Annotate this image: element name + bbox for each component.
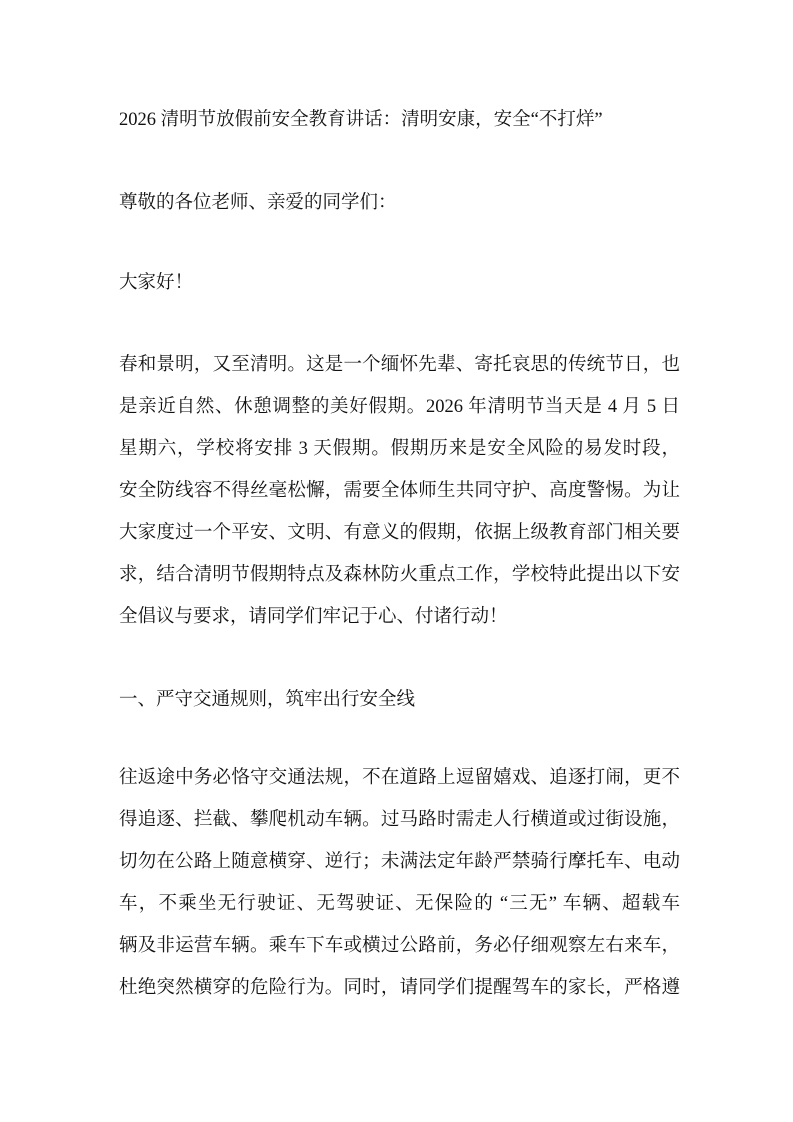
paragraph-line: 杜绝突然横穿的危险行为。同时，请同学们提醒驾车的家长，严格遵: [119, 978, 680, 998]
salutation: 尊敬的各位老师、亲爱的同学们：: [119, 193, 397, 213]
paragraph-line: 全倡议与要求，请同学们牢记于心、付诸行动！: [119, 607, 508, 627]
paragraph-line: 切勿在公路上随意横穿、逆行；未满法定年龄严禁骑行摩托车、电动: [119, 852, 680, 872]
paragraph-line: 星期六，学校将安排 3 天假期。假期历来是安全风险的易发时段，: [119, 439, 680, 459]
paragraph-line: 春和景明，又至清明。这是一个缅怀先辈、寄托哀思的传统节日，也: [119, 355, 680, 375]
paragraph-line: 求，结合清明节假期特点及森林防火重点工作，学校特此提出以下安: [119, 565, 680, 585]
paragraph-line: 往返途中务必恪守交通法规，不在道路上逗留嬉戏、追逐打闹，更不: [119, 768, 680, 788]
paragraph-line: 得追逐、拦截、攀爬机动车辆。过马路时需走人行横道或过街设施，: [119, 810, 680, 830]
paragraph-line: 车，不乘坐无行驶证、无驾驶证、无保险的 “三无” 车辆、超载车: [119, 894, 680, 914]
paragraph-line: 辆及非运营车辆。乘车下车或横过公路前，务必仔细观察左右来车，: [119, 936, 680, 956]
paragraph-line: 是亲近自然、休憩调整的美好假期。2026 年清明节当天是 4 月 5 日: [119, 397, 680, 417]
section-heading: 一、严守交通规则，筑牢出行安全线: [119, 690, 416, 710]
greeting: 大家好！: [119, 273, 194, 293]
document-title: 2026 清明节放假前安全教育讲话：清明安康，安全“不打烊”: [119, 110, 603, 130]
paragraph-line: 大家度过一个平安、文明、有意义的假期，依据上级教育部门相关要: [119, 523, 680, 543]
paragraph-line: 安全防线容不得丝毫松懈，需要全体师生共同守护、高度警惕。为让: [119, 481, 680, 501]
